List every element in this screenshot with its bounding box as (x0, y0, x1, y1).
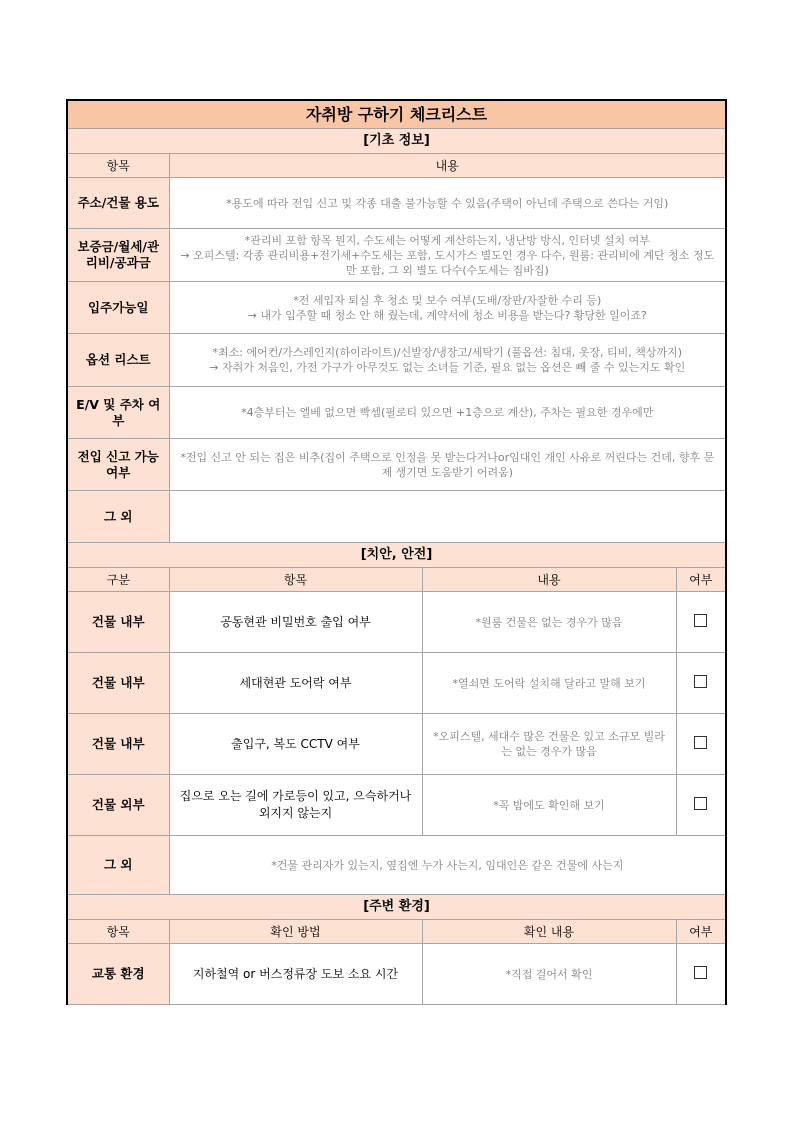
row-note: *관리비 포함 항목 뭔지, 수도세는 어떻게 계산하는지, 냉난방 방식, 인터넷 설치 여부 → 오피스텔: 각종 관리비용+전기세+수도세는 포함, 도시가스 별도인 경우 다수, 원룸: 관리비에 계단 청소 정도만 포함, 그 외 별도 다수(수도세는 집바집) (169, 229, 726, 282)
basic-row-etc (67, 491, 726, 543)
row-item: 출입구, 복도 CCTV 여부 (169, 714, 422, 775)
surround-row (67, 944, 726, 1005)
row-category: 건물 외부 (67, 775, 169, 836)
checkbox[interactable] (694, 797, 707, 810)
row-note: *4층부터는 엘베 없으면 빡셈(필로티 있으면 +1층으로 계산), 주차는 필요한 경우에만 (169, 387, 726, 439)
checkbox[interactable] (694, 736, 707, 749)
row-label: 보증금/월세/관리비/공과금 (67, 229, 169, 282)
checkbox[interactable] (694, 966, 707, 979)
surround-header-row (67, 920, 726, 944)
section-title-safety: [치안, 안전] (67, 543, 726, 568)
basic-row-address (67, 178, 726, 229)
row-label: E/V 및 주차 여부 (67, 387, 169, 439)
row-label: 옵션 리스트 (67, 334, 169, 387)
row-category: 건물 내부 (67, 592, 169, 653)
header-content: 내용 (169, 154, 726, 178)
section-safety (67, 543, 726, 568)
row-category: 건물 내부 (67, 653, 169, 714)
row-label: 그 외 (67, 491, 169, 543)
section-surround (67, 895, 726, 920)
row-note: *최소: 에어컨/가스레인지(하이라이트)/신발장/냉장고/세탁기 (풀옵션: 침대, 옷장, 티비, 책상까지) → 자취가 처음인, 가전 가구가 아무것도 없는 소녀들 기준, 필요 없는 옵션은 빼 줄 수 있는지도 확인 (169, 334, 726, 387)
check-cell (676, 944, 726, 1005)
header-item: 항목 (67, 920, 169, 944)
basic-row-registration (67, 439, 726, 491)
header-check: 여부 (676, 920, 726, 944)
header-category: 구분 (67, 568, 169, 592)
page-title: 자취방 구하기 체크리스트 (67, 100, 726, 129)
row-label: 전입 신고 가능 여부 (67, 439, 169, 491)
row-note: *용도에 따라 전입 신고 및 각종 대출 불가능할 수 있음(주택이 아닌데 주택으로 쓴다는 거임) (169, 178, 726, 229)
checkbox[interactable] (694, 614, 707, 627)
row-note: *건물 관리자가 있는지, 옆집엔 누가 사는지, 임대인은 같은 건물에 사는지 (169, 836, 726, 895)
checkbox[interactable] (694, 675, 707, 688)
row-label: 입주가능일 (67, 282, 169, 334)
row-note: *직접 걸어서 확인 (422, 944, 676, 1005)
safety-row (67, 714, 726, 775)
row-category: 그 외 (67, 836, 169, 895)
check-cell (676, 714, 726, 775)
row-item: 집으로 오는 길에 가로등이 있고, 으슥하거나 외지지 않는지 (169, 775, 422, 836)
row-note: *오피스텔, 세대수 많은 건물은 있고 소규모 빌라는 없는 경우가 많음 (422, 714, 676, 775)
check-cell (676, 775, 726, 836)
row-category: 건물 내부 (67, 714, 169, 775)
section-title-basic: [기초 정보] (67, 129, 726, 154)
basic-header-row (67, 154, 726, 178)
header-check: 여부 (676, 568, 726, 592)
row-item: 공동현관 비밀번호 출입 여부 (169, 592, 422, 653)
header-content: 내용 (422, 568, 676, 592)
row-label: 주소/건물 용도 (67, 178, 169, 229)
row-note-empty[interactable] (169, 491, 726, 543)
row-label: 교통 환경 (67, 944, 169, 1005)
header-result: 확인 내용 (422, 920, 676, 944)
basic-row-ev (67, 387, 726, 439)
row-note: *전 세입자 퇴실 후 청소 및 보수 여부(도배/장판/자잘한 수리 등) → 내가 입주할 때 청소 안 해 줬는데, 계약서에 청소 비용을 받는다? 황당한 일이죠? (169, 282, 726, 334)
row-note: *열쇠면 도어락 설치해 달라고 말해 보기 (422, 653, 676, 714)
header-item: 항목 (169, 568, 422, 592)
row-note: *원룸 건물은 없는 경우가 많음 (422, 592, 676, 653)
basic-row-options (67, 334, 726, 387)
row-note: *전입 신고 안 되는 집은 비추(집이 주택으로 인정을 못 받는다거나or임대인 개인 사유로 꺼린다는 건데, 향후 문제 생기면 도움받기 어려움) (169, 439, 726, 491)
row-method: 지하철역 or 버스정류장 도보 소요 시간 (169, 944, 422, 1005)
section-basic (67, 129, 726, 154)
basic-row-movein (67, 282, 726, 334)
safety-row (67, 653, 726, 714)
check-cell (676, 592, 726, 653)
safety-row (67, 775, 726, 836)
checklist-sheet (66, 99, 725, 1005)
checklist-table (66, 99, 727, 1005)
row-note: *꼭 밤에도 확인해 보기 (422, 775, 676, 836)
basic-row-deposit (67, 229, 726, 282)
row-item: 세대현관 도어락 여부 (169, 653, 422, 714)
header-method: 확인 방법 (169, 920, 422, 944)
safety-row-etc (67, 836, 726, 895)
check-cell (676, 653, 726, 714)
header-item: 항목 (67, 154, 169, 178)
safety-row (67, 592, 726, 653)
safety-header-row (67, 568, 726, 592)
title-row (67, 100, 726, 129)
section-title-surround: [주변 환경] (67, 895, 726, 920)
